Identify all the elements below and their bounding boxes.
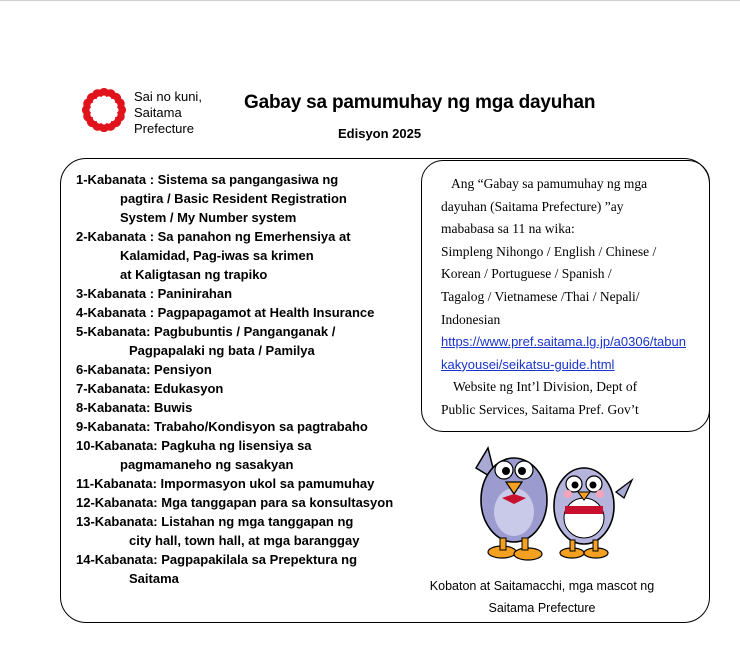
kobaton-figure — [476, 448, 547, 560]
toc-item-continuation: Saitama — [129, 571, 179, 586]
logo-line: Saitama — [134, 105, 182, 120]
info-line: Tagalog / Vietnamese /Thai / Nepali/ — [441, 288, 640, 304]
logo-line: Sai no kuni, — [134, 89, 202, 104]
info-footer-line: Website ng Int’l Division, Dept of — [453, 379, 638, 395]
toc-item: 14-Kabanata: Pagpapakilala sa Prepektura ng — [76, 552, 358, 567]
guide-link[interactable]: kakyousei/seikatsu-guide.html — [441, 356, 615, 372]
toc-item-continuation: pagmamaneho ng sasakyan — [120, 457, 294, 472]
info-line: Korean / Portuguese / Spanish / — [441, 266, 612, 282]
logo-line: Prefecture — [134, 121, 194, 136]
toc-item-continuation: Pagpapalaki ng bata / Pamilya — [129, 343, 315, 358]
toc-item: 5-Kabanata: Pagbubuntis / Panganganak / — [76, 324, 336, 339]
toc-item: 1-Kabanata : Sistema sa pangangasiwa ng — [76, 172, 339, 187]
toc-item: 13-Kabanata: Listahan ng mga tanggapan ng — [76, 514, 354, 529]
toc-item: 10-Kabanata: Pagkuha ng lisensiya sa — [76, 438, 312, 453]
toc-item: 11-Kabanata: Impormasyon ukol sa pamumuhay — [76, 476, 375, 491]
saitama-logo-icon — [78, 84, 130, 136]
toc-item: 9-Kabanata: Trabaho/Kondisyon sa pagtrabaho — [76, 419, 368, 434]
table-of-contents — [76, 170, 393, 588]
toc-item: 8-Kabanata: Buwis — [76, 400, 193, 415]
toc-item-continuation: pagtira / Basic Resident Registration — [120, 191, 347, 206]
caption-line: Saitama Prefecture — [488, 601, 596, 615]
toc-item: 2-Kabanata : Sa panahon ng Emerhensiya at — [76, 229, 351, 244]
caption-line: Kobaton at Saitamacchi, mga mascot ng — [429, 579, 655, 593]
toc-item-continuation: at Kaligtasan ng trapiko — [120, 267, 268, 282]
info-line: dayuhan (Saitama Prefecture) ”ay — [441, 198, 624, 214]
toc-item: 12-Kabanata: Mga tanggapan para sa konsultasyon — [76, 495, 394, 510]
info-line: mababasa sa 11 na wika: — [441, 221, 575, 237]
toc-item: 3-Kabanata : Paninirahan — [76, 286, 233, 301]
info-line: Simpleng Nihongo / English / Chinese / — [441, 243, 657, 259]
guide-link[interactable]: https://www.pref.saitama.lg.jp/a0306/tabun — [441, 334, 686, 350]
saitamacchi-figure — [554, 468, 632, 558]
info-footer-line: Public Services, Saitama Pref. Gov’t — [441, 401, 639, 417]
top-border — [0, 0, 740, 1]
toc-item-continuation: Kalamidad, Pag-iwas sa krimen — [120, 248, 314, 263]
info-text — [441, 173, 703, 422]
toc-item-continuation: System / My Number system — [120, 210, 297, 225]
logo-text — [134, 89, 202, 137]
toc-item: 7-Kabanata: Edukasyon — [76, 381, 224, 396]
info-line: Indonesian — [441, 311, 501, 327]
page-title: Gabay sa pamumuhay ng mga dayuhan — [244, 92, 596, 113]
toc-item: 4-Kabanata : Pagpapagamot at Health Insurance — [76, 305, 375, 320]
toc-item: 6-Kabanata: Pensiyon — [76, 362, 212, 377]
mascot-caption — [412, 575, 672, 619]
edition-label: Edisyon 2025 — [338, 126, 422, 141]
toc-item-continuation: city hall, town hall, at mga baranggay — [129, 533, 360, 548]
info-line: Ang “Gabay sa pamumuhay ng mga — [451, 176, 648, 191]
mascot-illustration — [466, 440, 636, 570]
